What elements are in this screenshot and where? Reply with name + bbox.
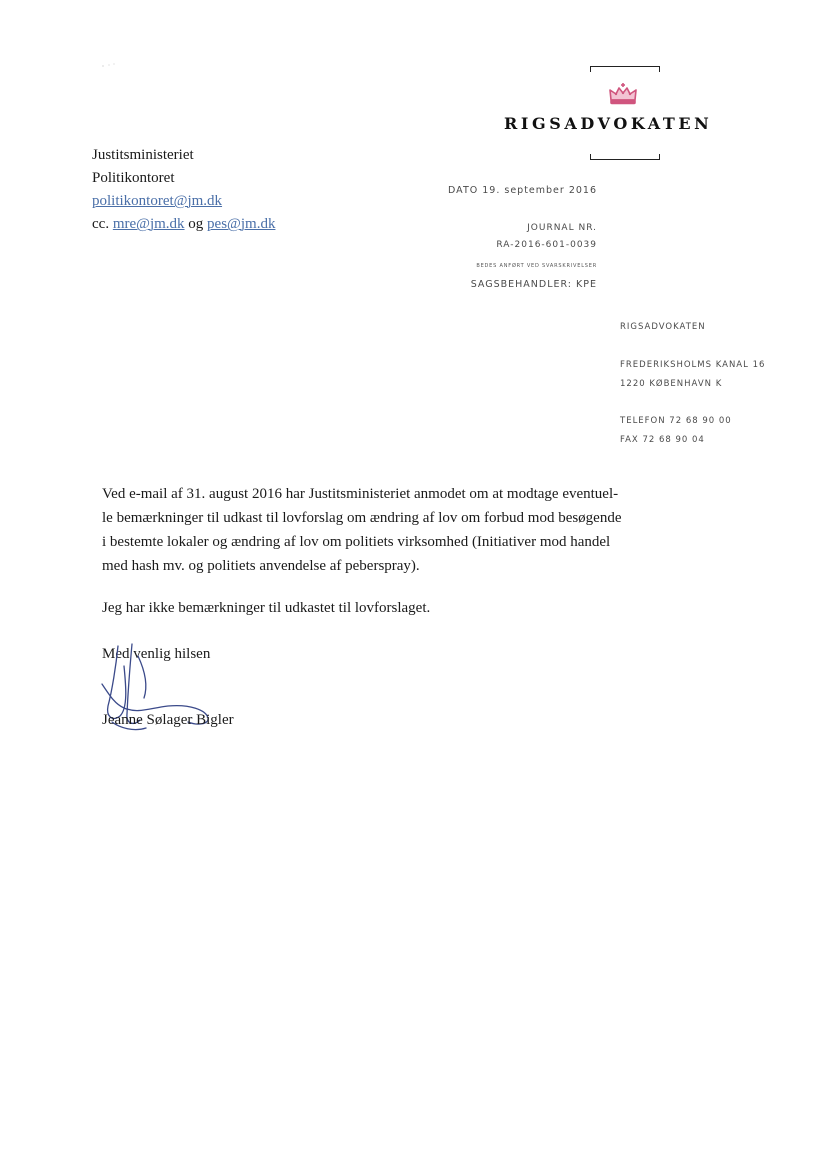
paragraph-line: med hash mv. og politiets anvendelse af peberspray). (102, 558, 420, 574)
closing-salutation: Med venlig hilsen (102, 646, 211, 662)
journal-number: RA-2016-601-0039 (496, 240, 597, 250)
paragraph-line: i bestemte lokaler og ændring af lov om politiets virksomhed (Initiativer mod handel (102, 534, 611, 550)
scan-artifact (100, 55, 118, 61)
cc-join: og (188, 216, 204, 232)
agency-name: RIGSADVOKATEN (504, 114, 713, 133)
cc-email-link-2[interactable]: pes@jm.dk (207, 216, 276, 232)
sender-city: 1220 KØBENHAVN K (620, 379, 723, 389)
sender-fax: FAX 72 68 90 04 (620, 435, 705, 445)
paragraph-line: Ved e-mail af 31. august 2016 har Justitsministeriet anmodet om at modtage eventuel- (102, 486, 619, 502)
recipient-block (92, 144, 275, 236)
royal-crown-icon (607, 82, 639, 106)
letterhead-bottom-rule (590, 154, 660, 160)
cc-line (92, 213, 275, 236)
journal-notice: BEDES ANFØRT VED SVARSKRIVELSER (476, 263, 597, 269)
handwritten-signature-icon (90, 636, 240, 746)
sender-name: RIGSADVOKATEN (620, 322, 706, 332)
sender-street: FREDERIKSHOLMS KANAL 16 (620, 360, 766, 370)
sender-phone: TELEFON 72 68 90 00 (620, 416, 732, 426)
paragraph-line: le bemærkninger til udkast til lovforslag om ændring af lov om forbud mod besøgende (102, 510, 622, 526)
body-paragraph-2: Jeg har ikke bemærkninger til udkastet til lovforslaget. (102, 600, 431, 616)
case-handler: SAGSBEHANDLER: KPE (470, 279, 597, 290)
recipient-ministry: Justitsministeriet (92, 147, 194, 163)
recipient-email-link[interactable]: politikontoret@jm.dk (92, 193, 223, 209)
letter-date: DATO 19. september 2016 (448, 185, 597, 196)
cc-prefix: cc. (92, 216, 110, 232)
recipient-office: Politikontoret (92, 170, 175, 186)
journal-label: JOURNAL NR. (527, 223, 597, 233)
signer-name: Jeanne Sølager Bigler (102, 712, 234, 728)
body-paragraph-1 (102, 482, 622, 578)
letterhead-top-rule (590, 66, 660, 72)
cc-email-link-1[interactable]: mre@jm.dk (112, 216, 185, 232)
letterhead (500, 62, 750, 172)
